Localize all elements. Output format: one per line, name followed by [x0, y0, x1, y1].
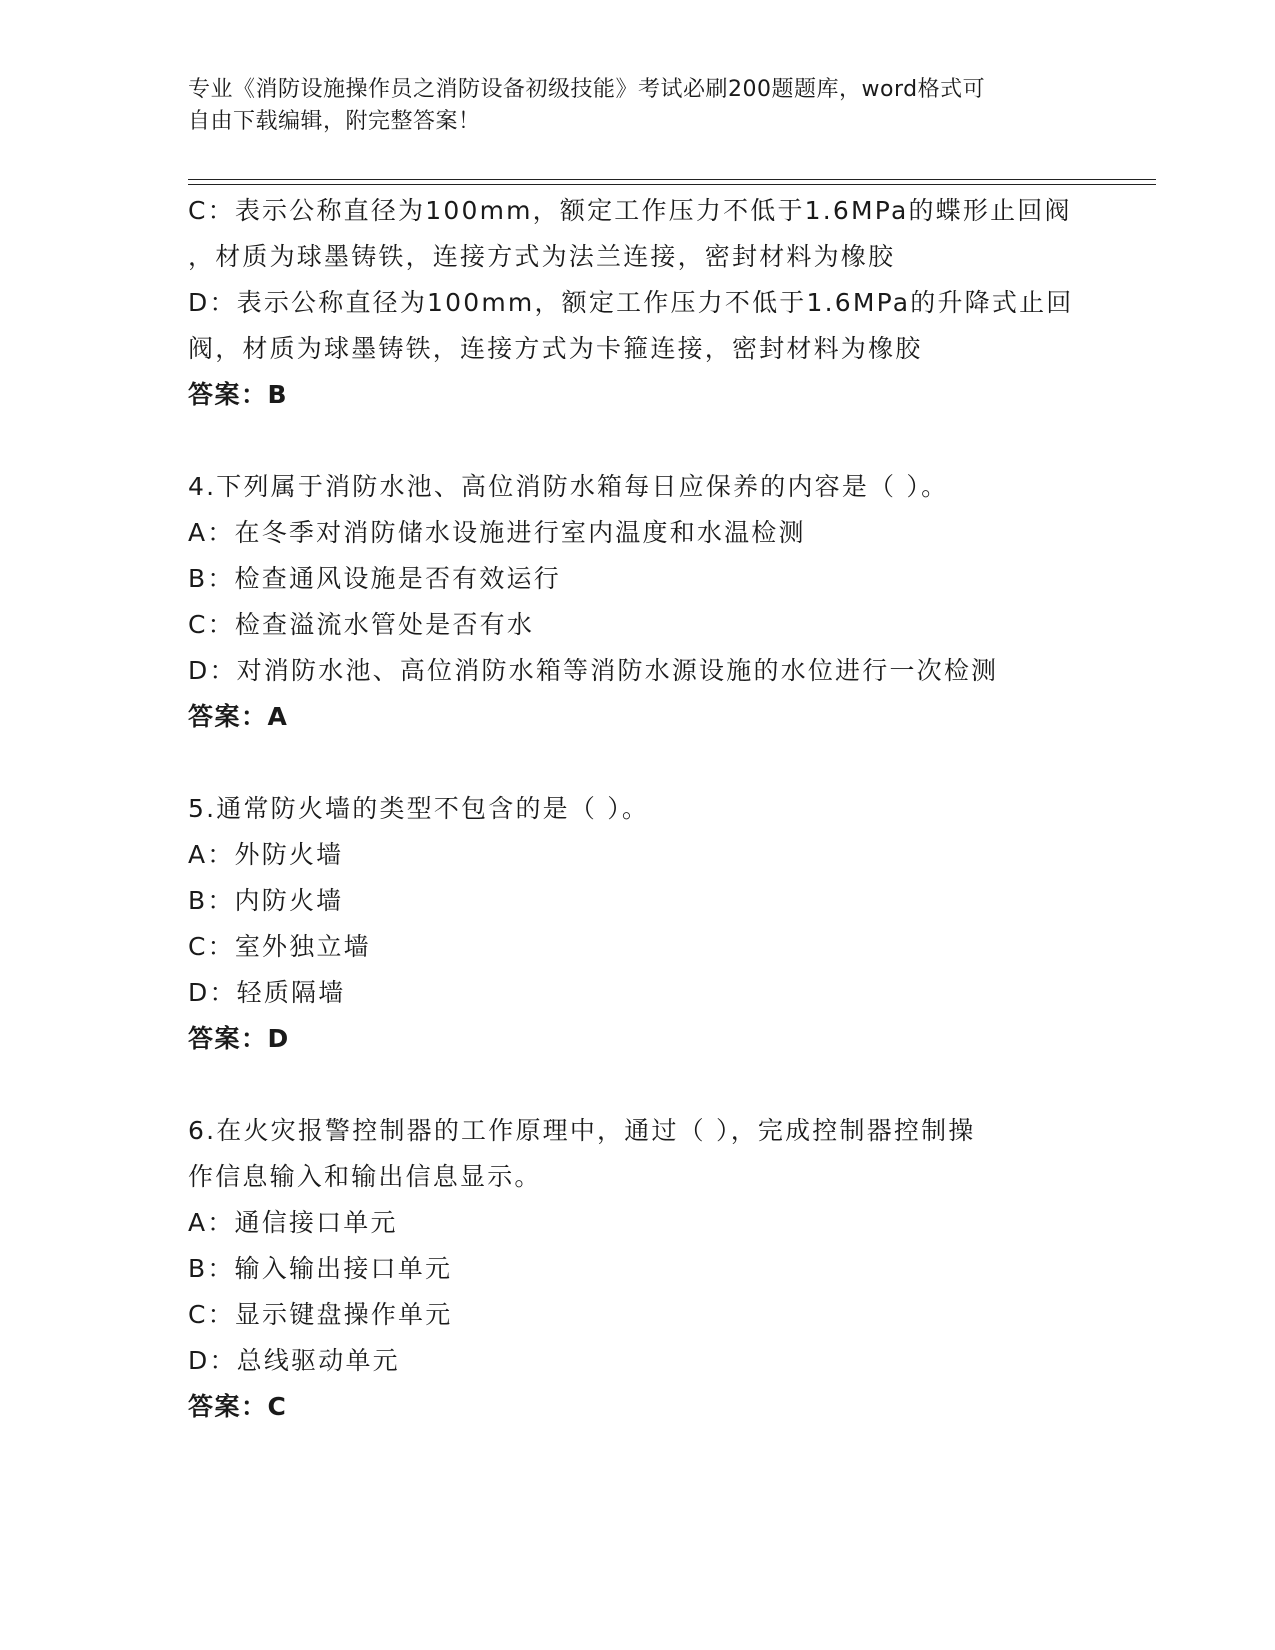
option-a: A：在冬季对消防储水设施进行室内温度和水温检测 [188, 518, 806, 547]
option-d-line-2: 阀，材质为球墨铸铁，连接方式为卡箍连接，密封材料为橡胶 [188, 334, 923, 363]
header-title-line-1: 专业《消防设施操作员之消防设备初级技能》考试必刷200题题库，word格式可 [188, 77, 986, 102]
spacer [188, 1062, 1088, 1108]
question-5-block [188, 786, 1088, 1062]
option-d: D：总线驱动单元 [188, 1346, 400, 1375]
option-d-line-1: D：表示公称直径为100mm，额定工作压力不低于1.6MPa的升降式止回 [188, 288, 1074, 317]
question-list [188, 188, 1088, 1430]
option-b: B：检查通风设施是否有效运行 [188, 564, 561, 593]
spacer [188, 418, 1088, 464]
answer-label: 答案：D [188, 1024, 290, 1053]
option-b: B：输入输出接口单元 [188, 1254, 453, 1283]
spacer [188, 740, 1088, 786]
answer-label: 答案：B [188, 380, 289, 409]
header-divider-top [188, 179, 1156, 180]
option-c: C：室外独立墙 [188, 932, 371, 961]
question-6-block [188, 1108, 1088, 1430]
document-header [188, 74, 1068, 138]
option-a: A：通信接口单元 [188, 1208, 398, 1237]
option-d: D：对消防水池、高位消防水箱等消防水源设施的水位进行一次检测 [188, 656, 999, 685]
option-a: A：外防火墙 [188, 840, 344, 869]
header-title-line-2: 自由下载编辑，附完整答案！ [188, 109, 481, 134]
question-stem-line-2: 作信息输入和输出信息显示。 [188, 1162, 542, 1191]
question-4-block [188, 464, 1088, 740]
option-c: C：显示键盘操作单元 [188, 1300, 453, 1329]
option-c-line-2: ，材质为球墨铸铁，连接方式为法兰连接，密封材料为橡胶 [188, 242, 896, 271]
question-stem: 5.通常防火墙的类型不包含的是（ ）。 [188, 794, 650, 823]
answer-label: 答案：A [188, 702, 289, 731]
option-c-line-1: C：表示公称直径为100mm，额定工作压力不低于1.6MPa的蝶形止回阀 [188, 196, 1072, 225]
question-3-block [188, 188, 1088, 418]
option-c: C：检查溢流水管处是否有水 [188, 610, 535, 639]
question-stem-line-1: 6.在火灾报警控制器的工作原理中，通过（ ），完成控制器控制操 [188, 1116, 976, 1145]
answer-label: 答案：C [188, 1392, 288, 1421]
option-d: D：轻质隔墙 [188, 978, 346, 1007]
option-b: B：内防火墙 [188, 886, 344, 915]
header-divider-bottom [188, 184, 1156, 185]
question-stem: 4.下列属于消防水池、高位消防水箱每日应保养的内容是（ ）。 [188, 472, 949, 501]
